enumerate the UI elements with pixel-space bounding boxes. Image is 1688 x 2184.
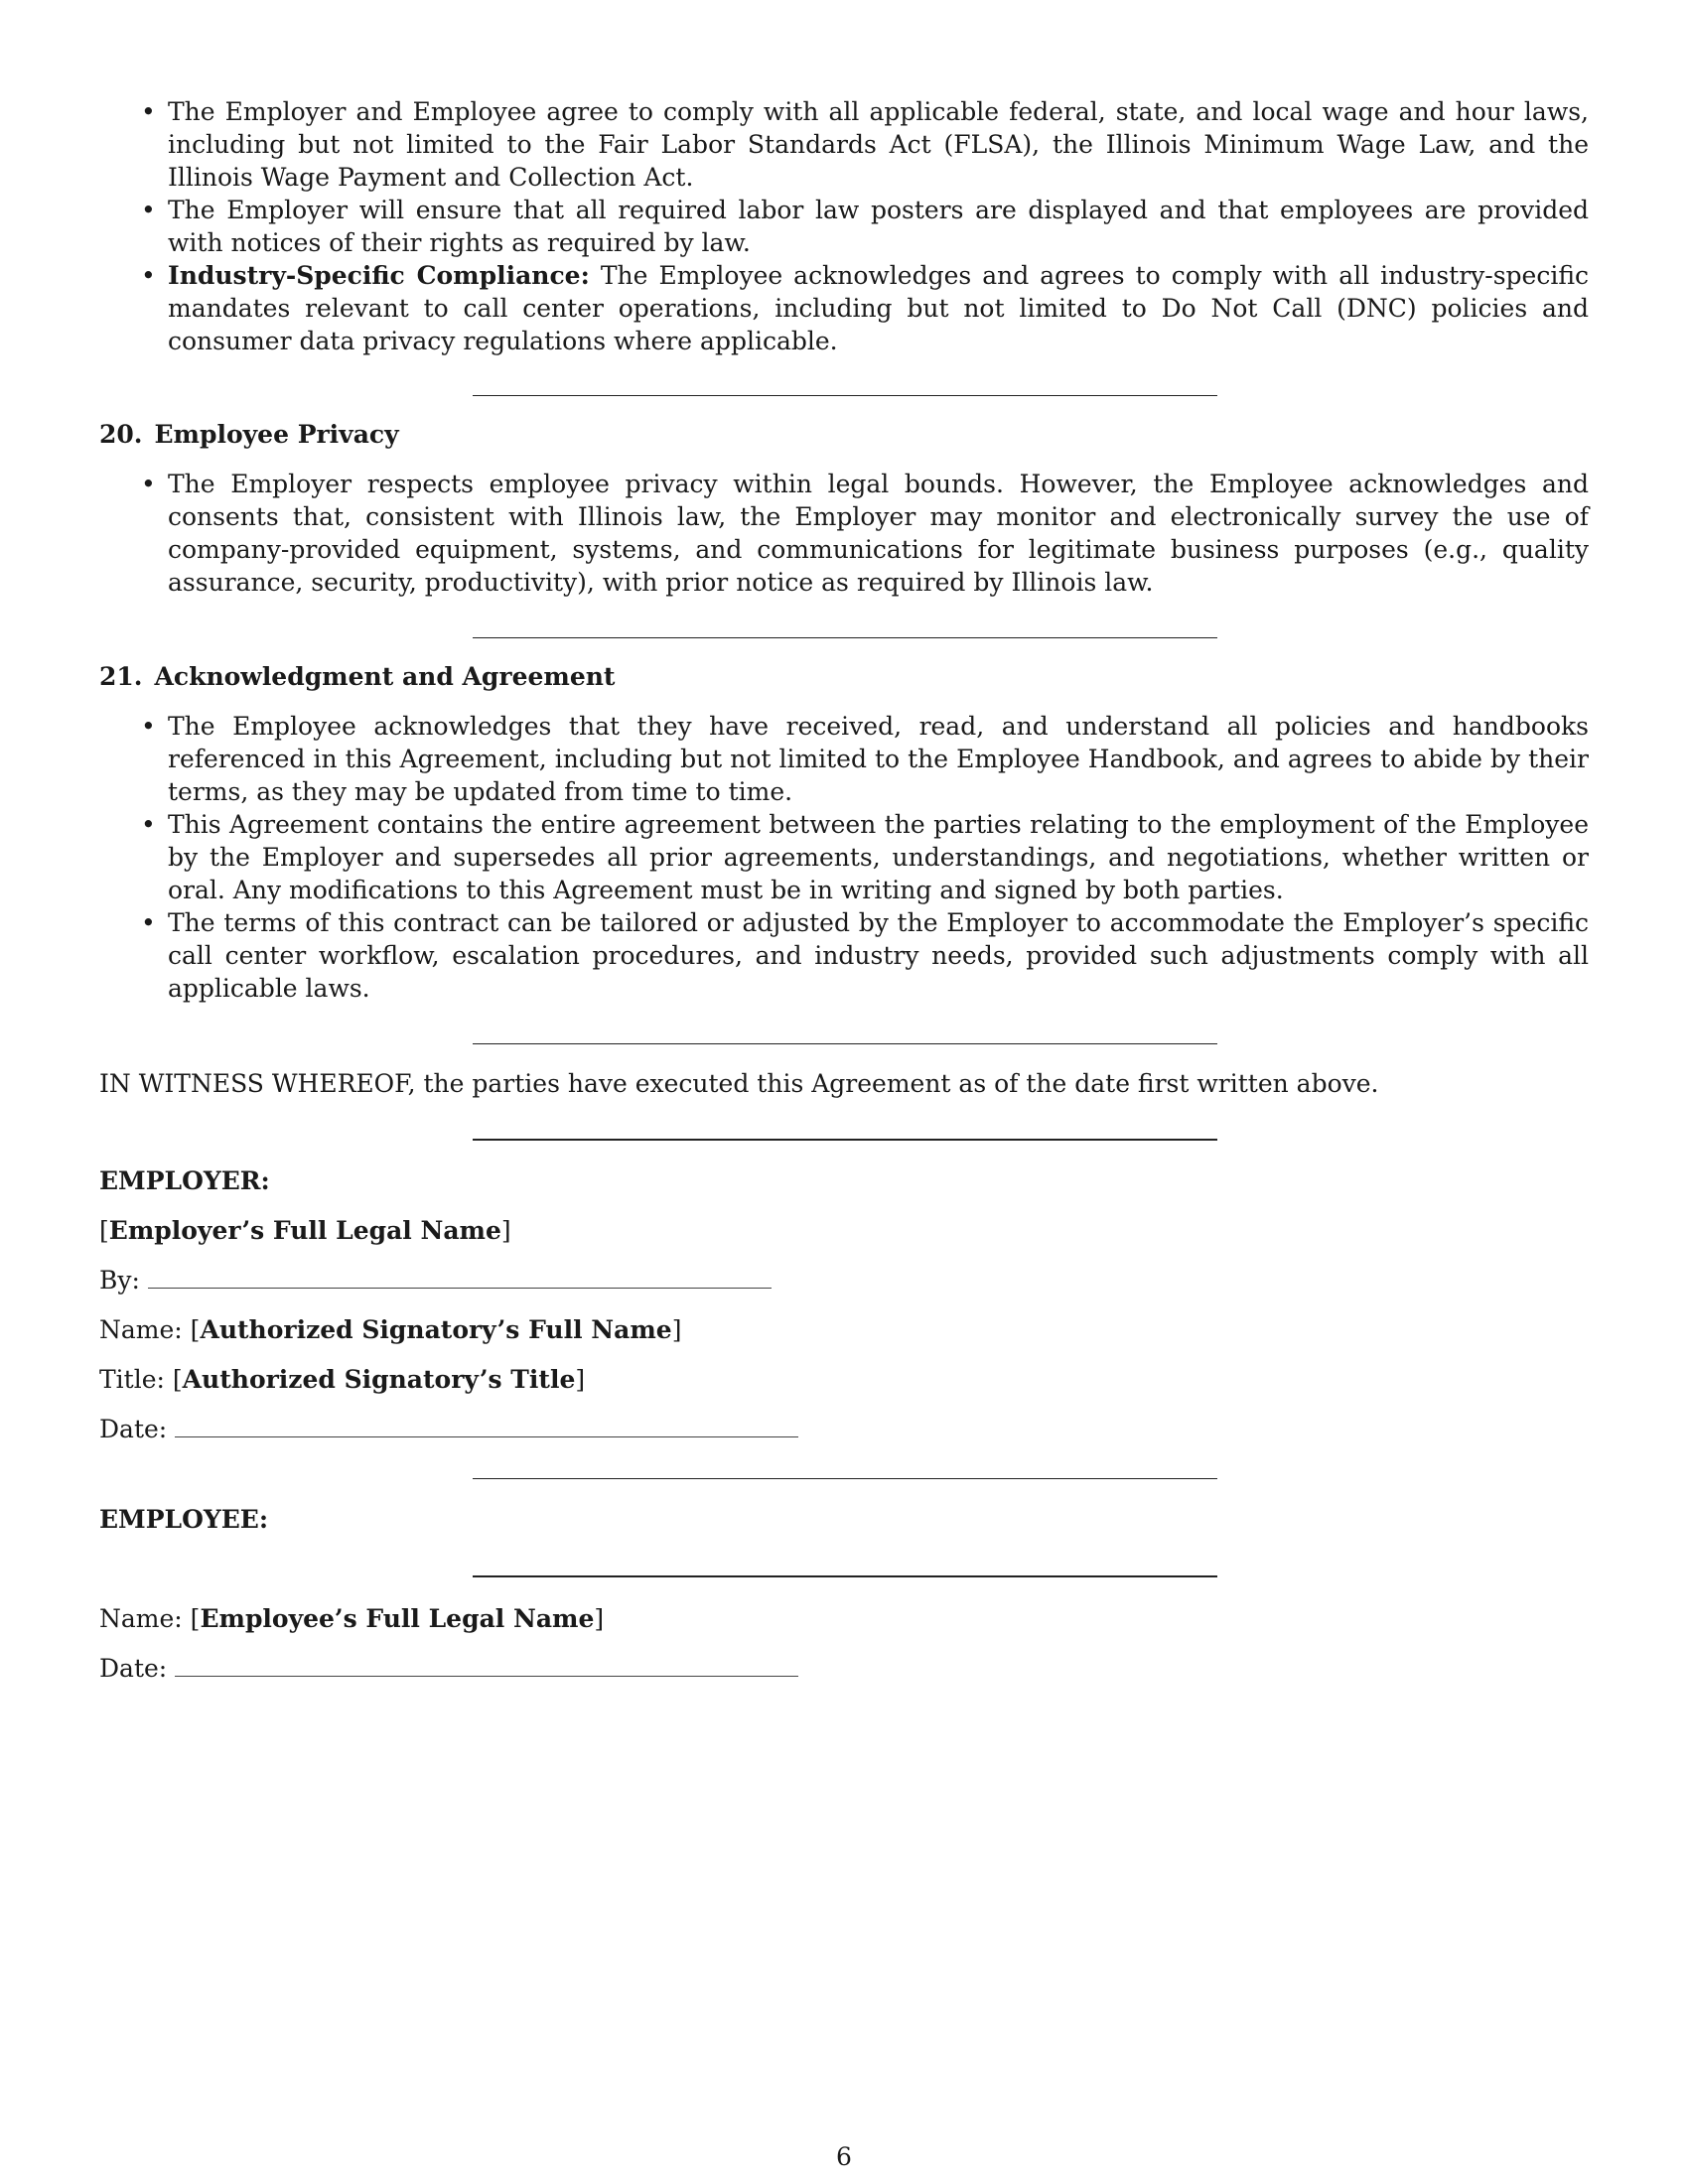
privacy-bullet-list [99, 468, 1589, 599]
employee-date-line[interactable] [175, 1656, 798, 1677]
employee-heading: EMPLOYEE: [99, 1505, 269, 1534]
employer-name-placeholder: Employer’s Full Legal Name [108, 1216, 501, 1245]
list-item-text: The Employer will ensure that all required labor law posters are displayed and that employees are provided with notices of their rights as required by law. [168, 196, 1589, 257]
list-item-text: The Employee acknowledges and agrees to comply with all industry-specific mandates relevant to call center operations, including but not limited to Do Not Call (DNC) policies and consumer data privacy regulations where applicable. [168, 261, 1590, 355]
employee-name-placeholder: Employee’s Full Legal Name [200, 1604, 595, 1633]
title-label: Title: [99, 1365, 165, 1394]
section-number: 21. [99, 662, 143, 691]
section-number: 20. [99, 420, 143, 449]
bracket-open: [ [172, 1365, 183, 1394]
list-item [99, 95, 1589, 194]
bracket-open: [ [190, 1315, 201, 1344]
section-divider [473, 1043, 1217, 1044]
bracket-close: ] [500, 1216, 511, 1245]
section-21-title [99, 660, 1589, 693]
page-number: 6 [836, 2142, 852, 2171]
compliance-bullet-list [99, 95, 1589, 357]
name-label: Name: [99, 1604, 183, 1633]
employer-heading: EMPLOYER: [99, 1166, 270, 1195]
employer-date-row [99, 1413, 1589, 1445]
by-label: By: [99, 1266, 140, 1295]
section-divider [473, 637, 1217, 638]
employee-signature-line[interactable] [473, 1575, 1217, 1577]
employer-by-row [99, 1264, 1589, 1297]
date-label: Date: [99, 1654, 168, 1683]
bracket-open: [ [99, 1216, 109, 1245]
list-item-text: The Employer respects employee privacy within legal bounds. However, the Employee acknowledges and consents that, consistent with Illinois law, the Employer may monitor and electronically survey the use of company-provided equipment, systems, and communications for legitimate business purposes (e.g., quality assurance, security, productivity), with prior notice as required by Illinois law. [168, 470, 1589, 597]
witness-statement: IN WITNESS WHEREOF, the parties have executed this Agreement as of the date first written above. [99, 1069, 1379, 1098]
bracket-close: ] [671, 1315, 682, 1344]
section-20-title [99, 418, 1589, 451]
employer-name-row [99, 1313, 1589, 1346]
list-item-text: The Employee acknowledges that they have received, read, and understand all policies and handbooks referenced in this Agreement, including but not limited to the Employee Handbook, and agrees to abide by their terms, as they may be updated from time to time. [168, 712, 1589, 806]
employee-name-row [99, 1602, 1589, 1635]
bracket-close: ] [594, 1604, 605, 1633]
list-item [99, 710, 1589, 808]
list-item [99, 194, 1589, 259]
list-item [99, 906, 1589, 1005]
signatory-name-placeholder: Authorized Signatory’s Full Name [200, 1315, 672, 1344]
list-item-bold-lead: Industry-Specific Compliance: [168, 261, 590, 290]
section-title-text: Acknowledgment and Agreement [154, 662, 616, 691]
section-title-text: Employee Privacy [154, 420, 399, 449]
employer-legal-name [99, 1214, 1589, 1247]
employer-title-row [99, 1363, 1589, 1396]
list-item [99, 259, 1589, 357]
bracket-open: [ [190, 1604, 201, 1633]
signature-divider [473, 1139, 1217, 1141]
bracket-close: ] [575, 1365, 586, 1394]
list-item-text: This Agreement contains the entire agreement between the parties relating to the employment of the Employee by the Employer and supersedes all prior agreements, understandings, and negotiations, whether written or oral. Any modifications to this Agreement must be in writing and signed by both parties. [168, 810, 1589, 904]
employer-signature-line[interactable] [148, 1268, 772, 1289]
list-item [99, 468, 1589, 599]
acknowledgment-bullet-list [99, 710, 1589, 1005]
list-item-text: The Employer and Employee agree to comply with all applicable federal, state, and local wage and hour laws, including but not limited to the Fair Labor Standards Act (FLSA), the Illinois Minimum Wage Law, and the Illinois Wage Payment and Collection Act. [168, 97, 1589, 192]
list-item-text: The terms of this contract can be tailored or adjusted by the Employer to accommodate the Employer’s specific call center workflow, escalation procedures, and industry needs, provided such adjustments comply with all applicable laws. [168, 908, 1589, 1003]
document-page [99, 95, 1589, 1685]
signature-divider [473, 1478, 1217, 1479]
section-divider [473, 395, 1217, 396]
signatory-title-placeholder: Authorized Signatory’s Title [182, 1365, 576, 1394]
list-item [99, 808, 1589, 906]
name-label: Name: [99, 1315, 183, 1344]
date-label: Date: [99, 1415, 168, 1443]
employee-date-row [99, 1652, 1589, 1685]
employer-date-line[interactable] [175, 1417, 798, 1437]
